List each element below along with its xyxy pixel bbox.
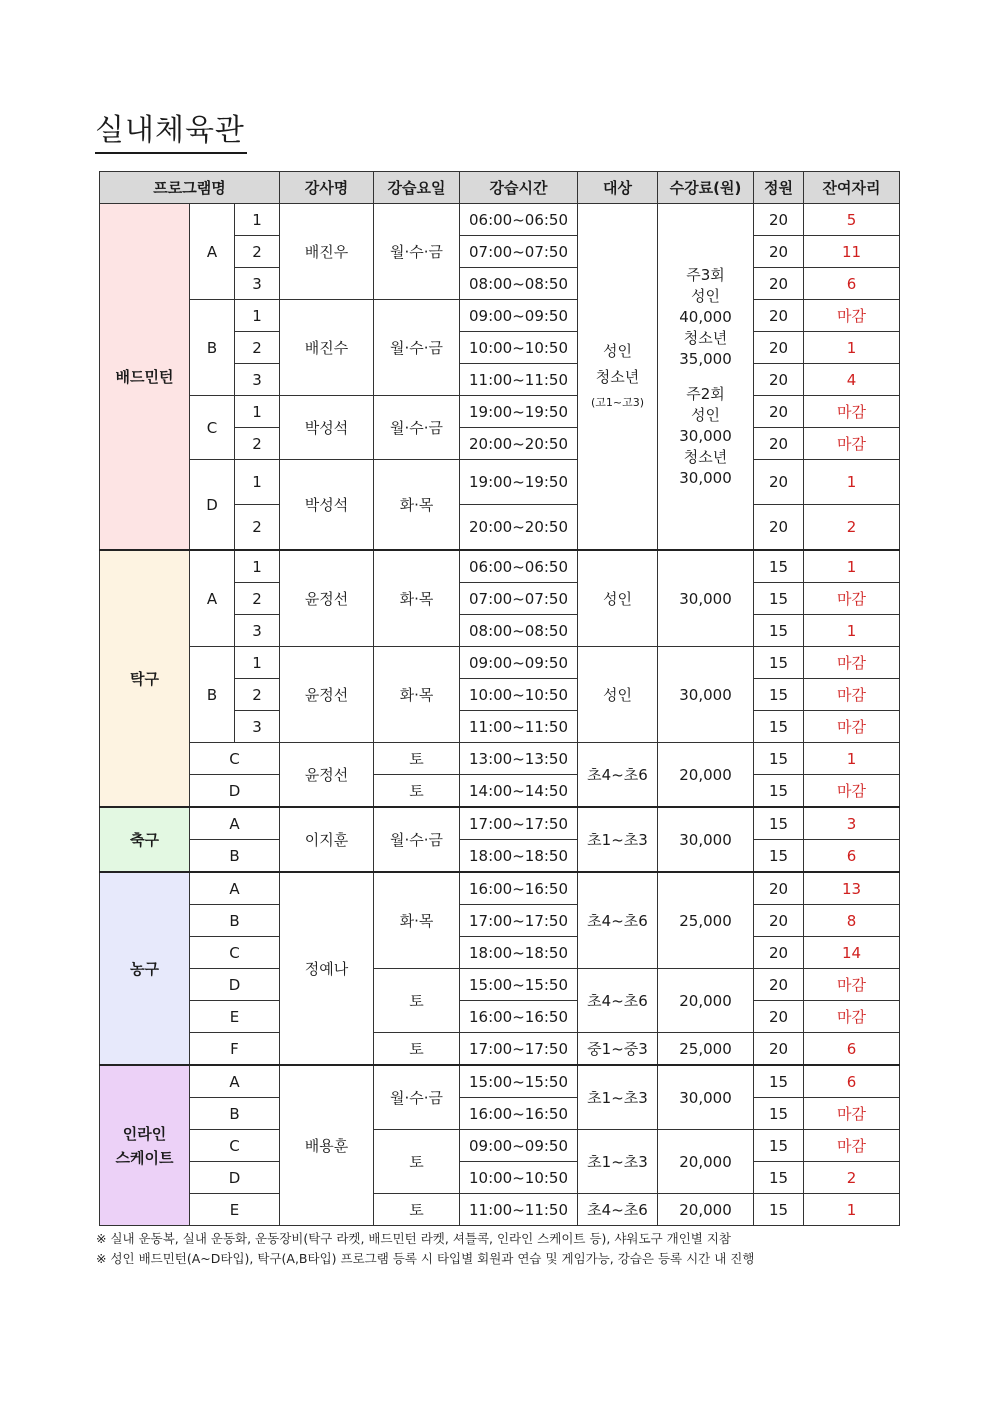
remaining: 3 <box>804 807 900 840</box>
time: 17:00~17:50 <box>460 905 578 937</box>
group-letter: C <box>190 937 280 969</box>
target: 초1~초3 <box>578 1065 658 1130</box>
capacity: 20 <box>754 937 804 969</box>
remaining: 4 <box>804 364 900 396</box>
class-no: 2 <box>235 332 280 364</box>
time: 09:00~09:50 <box>460 300 578 332</box>
capacity: 20 <box>754 332 804 364</box>
class-no: 2 <box>235 428 280 460</box>
remaining: 1 <box>804 743 900 775</box>
class-no: 3 <box>235 268 280 300</box>
category-inline-skate <box>100 1065 190 1226</box>
days: 월·수·금 <box>374 300 460 396</box>
schedule-table <box>99 171 900 1226</box>
remaining: 2 <box>804 1162 900 1194</box>
capacity: 15 <box>754 1194 804 1226</box>
fee-spacer <box>658 370 753 384</box>
fee-line: 성인 <box>691 405 720 424</box>
remaining: 1 <box>804 1194 900 1226</box>
capacity: 15 <box>754 647 804 679</box>
fee: 20,000 <box>658 743 754 808</box>
target: 초1~초3 <box>578 1130 658 1194</box>
fee: 20,000 <box>658 1194 754 1226</box>
time: 07:00~07:50 <box>460 583 578 615</box>
days: 토 <box>374 969 460 1033</box>
fee-line: 35,000 <box>679 349 732 368</box>
note-line: ※ 실내 운동복, 실내 운동화, 운동장비(탁구 라켓, 배드민턴 라켓, 셔틀콕, 인라인 스케이트 등), 샤워도구 개인별 지참 <box>96 1231 731 1246</box>
group-letter: E <box>190 1001 280 1033</box>
fee: 30,000 <box>658 1065 754 1130</box>
remaining: 14 <box>804 937 900 969</box>
capacity: 15 <box>754 1098 804 1130</box>
table-row <box>100 840 900 873</box>
fee-line: 성인 <box>691 286 720 305</box>
target-note: (고1~고3) <box>590 395 645 409</box>
remaining: 마감 <box>804 1098 900 1130</box>
days: 화·목 <box>374 550 460 647</box>
time: 09:00~09:50 <box>460 1130 578 1162</box>
remaining: 마감 <box>804 679 900 711</box>
capacity: 20 <box>754 1001 804 1033</box>
category-basketball: 농구 <box>100 872 190 1065</box>
instructor: 박성석 <box>280 460 374 551</box>
time: 10:00~10:50 <box>460 332 578 364</box>
instructor: 윤정선 <box>280 647 374 743</box>
table-row <box>100 1162 900 1194</box>
capacity: 15 <box>754 1065 804 1098</box>
remaining: 마감 <box>804 647 900 679</box>
table-row <box>100 743 900 775</box>
days: 토 <box>374 1033 460 1066</box>
table-row <box>100 775 900 808</box>
header-fee: 수강료(원) <box>658 172 754 204</box>
capacity: 15 <box>754 615 804 647</box>
fee-line: 주3회 <box>686 265 725 284</box>
capacity: 20 <box>754 460 804 505</box>
fee-line: 30,000 <box>679 426 732 445</box>
notes <box>96 1229 896 1269</box>
target: 중1~중3 <box>578 1033 658 1066</box>
time: 20:00~20:50 <box>460 428 578 460</box>
header-target: 대상 <box>578 172 658 204</box>
days: 화·목 <box>374 460 460 551</box>
group-letter: C <box>190 743 280 775</box>
instructor: 정예나 <box>280 872 374 1065</box>
page-title: 실내체육관 <box>95 112 247 154</box>
fee: 20,000 <box>658 969 754 1033</box>
days: 화·목 <box>374 872 460 969</box>
capacity: 20 <box>754 396 804 428</box>
time: 17:00~17:50 <box>460 1033 578 1066</box>
days: 월·수·금 <box>374 1065 460 1130</box>
capacity: 15 <box>754 840 804 873</box>
table-row <box>100 550 900 583</box>
instructor: 배용훈 <box>280 1065 374 1226</box>
header-instructor: 강사명 <box>280 172 374 204</box>
time: 20:00~20:50 <box>460 505 578 551</box>
days: 월·수·금 <box>374 396 460 460</box>
table-row <box>100 204 900 236</box>
fee: 20,000 <box>658 1130 754 1194</box>
capacity: 15 <box>754 550 804 583</box>
note-line: ※ 성인 배드민턴(A~D타입), 탁구(A,B타입) 프로그램 등록 시 타입별 회원과 연습 및 게임가능, 강습은 등록 시간 내 진행 <box>96 1251 755 1266</box>
capacity: 15 <box>754 1130 804 1162</box>
time: 17:00~17:50 <box>460 807 578 840</box>
fee: 30,000 <box>658 550 754 647</box>
class-no: 1 <box>235 300 280 332</box>
time: 10:00~10:50 <box>460 679 578 711</box>
class-no: 2 <box>235 679 280 711</box>
group-letter: A <box>190 872 280 905</box>
class-no: 3 <box>235 364 280 396</box>
class-no: 1 <box>235 647 280 679</box>
days: 월·수·금 <box>374 204 460 300</box>
time: 16:00~16:50 <box>460 1098 578 1130</box>
header-row <box>100 172 900 204</box>
remaining: 1 <box>804 332 900 364</box>
instructor: 이지훈 <box>280 807 374 872</box>
category-soccer: 축구 <box>100 807 190 872</box>
table-row <box>100 1001 900 1033</box>
remaining: 1 <box>804 615 900 647</box>
fee: 25,000 <box>658 872 754 969</box>
capacity: 15 <box>754 775 804 808</box>
target-main: 성인 <box>603 341 632 360</box>
header-remaining: 잔여자리 <box>804 172 900 204</box>
class-no: 1 <box>235 396 280 428</box>
group-letter: B <box>190 840 280 873</box>
group-letter: A <box>190 1065 280 1098</box>
group-letter: D <box>190 1162 280 1194</box>
target: 초4~초6 <box>578 1194 658 1226</box>
group-letter: D <box>190 460 235 551</box>
instructor: 윤정선 <box>280 743 374 808</box>
time: 16:00~16:50 <box>460 1001 578 1033</box>
capacity: 15 <box>754 743 804 775</box>
capacity: 15 <box>754 807 804 840</box>
capacity: 20 <box>754 236 804 268</box>
capacity: 20 <box>754 505 804 551</box>
target: 성인 <box>578 647 658 743</box>
time: 08:00~08:50 <box>460 268 578 300</box>
target: 초4~초6 <box>578 872 658 969</box>
remaining: 마감 <box>804 428 900 460</box>
class-no: 2 <box>235 583 280 615</box>
group-letter: B <box>190 905 280 937</box>
remaining: 1 <box>804 460 900 505</box>
time: 15:00~15:50 <box>460 969 578 1001</box>
category-name-line: 스케이트 <box>115 1148 174 1167</box>
days: 토 <box>374 1130 460 1194</box>
table-row <box>100 1098 900 1130</box>
instructor: 배진우 <box>280 204 374 300</box>
table-row <box>100 1194 900 1226</box>
days: 토 <box>374 775 460 808</box>
capacity: 15 <box>754 1162 804 1194</box>
time: 13:00~13:50 <box>460 743 578 775</box>
class-no: 3 <box>235 615 280 647</box>
fee <box>658 204 754 551</box>
category-name-line: 인라인 <box>122 1124 167 1143</box>
fee: 30,000 <box>658 807 754 872</box>
class-no: 2 <box>235 236 280 268</box>
time: 11:00~11:50 <box>460 364 578 396</box>
group-letter: C <box>190 396 235 460</box>
group-letter: D <box>190 775 280 808</box>
time: 10:00~10:50 <box>460 1162 578 1194</box>
table-row <box>100 969 900 1001</box>
remaining: 5 <box>804 204 900 236</box>
group-letter: A <box>190 807 280 840</box>
class-no: 1 <box>235 204 280 236</box>
remaining: 마감 <box>804 396 900 428</box>
class-no: 1 <box>235 550 280 583</box>
remaining: 마감 <box>804 775 900 808</box>
fee-line: 주2회 <box>686 384 725 403</box>
time: 19:00~19:50 <box>460 396 578 428</box>
fee: 25,000 <box>658 1033 754 1066</box>
table-row <box>100 1130 900 1162</box>
class-no: 3 <box>235 711 280 743</box>
group-letter: D <box>190 969 280 1001</box>
time: 11:00~11:50 <box>460 711 578 743</box>
capacity: 20 <box>754 364 804 396</box>
capacity: 20 <box>754 204 804 236</box>
header-program: 프로그램명 <box>100 172 280 204</box>
class-no: 1 <box>235 460 280 505</box>
group-letter: F <box>190 1033 280 1066</box>
category-badminton: 배드민턴 <box>100 204 190 551</box>
table-row <box>100 905 900 937</box>
capacity: 15 <box>754 583 804 615</box>
table-row <box>100 807 900 840</box>
fee: 30,000 <box>658 647 754 743</box>
fee-line: 30,000 <box>679 468 732 487</box>
header-capacity: 정원 <box>754 172 804 204</box>
remaining: 13 <box>804 872 900 905</box>
time: 16:00~16:50 <box>460 872 578 905</box>
instructor: 박성석 <box>280 396 374 460</box>
days: 월·수·금 <box>374 807 460 872</box>
time: 15:00~15:50 <box>460 1065 578 1098</box>
category-table-tennis: 탁구 <box>100 550 190 807</box>
remaining: 6 <box>804 1065 900 1098</box>
capacity: 20 <box>754 268 804 300</box>
time: 14:00~14:50 <box>460 775 578 808</box>
group-letter: C <box>190 1130 280 1162</box>
table-row <box>100 460 900 505</box>
remaining: 2 <box>804 505 900 551</box>
fee-line: 40,000 <box>679 307 732 326</box>
remaining: 마감 <box>804 969 900 1001</box>
group-letter: A <box>190 550 235 647</box>
days: 토 <box>374 1194 460 1226</box>
capacity: 20 <box>754 428 804 460</box>
instructor: 배진수 <box>280 300 374 396</box>
remaining: 6 <box>804 840 900 873</box>
capacity: 20 <box>754 1033 804 1066</box>
header-time: 강습시간 <box>460 172 578 204</box>
table-row <box>100 937 900 969</box>
time: 18:00~18:50 <box>460 937 578 969</box>
remaining: 마감 <box>804 1001 900 1033</box>
target: 성인 <box>578 550 658 647</box>
capacity: 20 <box>754 872 804 905</box>
target <box>578 204 658 551</box>
time: 06:00~06:50 <box>460 204 578 236</box>
target-sub: 청소년 <box>595 367 640 386</box>
remaining: 6 <box>804 1033 900 1066</box>
days: 화·목 <box>374 647 460 743</box>
time: 18:00~18:50 <box>460 840 578 873</box>
capacity: 20 <box>754 300 804 332</box>
group-letter: B <box>190 1098 280 1130</box>
time: 09:00~09:50 <box>460 647 578 679</box>
class-no: 2 <box>235 505 280 551</box>
remaining: 마감 <box>804 583 900 615</box>
table-row <box>100 396 900 428</box>
remaining: 8 <box>804 905 900 937</box>
table-row <box>100 1065 900 1098</box>
group-letter: B <box>190 647 235 743</box>
remaining: 마감 <box>804 1130 900 1162</box>
capacity: 20 <box>754 905 804 937</box>
days: 토 <box>374 743 460 775</box>
fee-line: 청소년 <box>683 328 728 347</box>
target: 초1~초3 <box>578 807 658 872</box>
remaining: 마감 <box>804 711 900 743</box>
fee-line: 청소년 <box>683 447 728 466</box>
target: 초4~초6 <box>578 969 658 1033</box>
capacity: 20 <box>754 969 804 1001</box>
group-letter: E <box>190 1194 280 1226</box>
remaining: 11 <box>804 236 900 268</box>
remaining: 마감 <box>804 300 900 332</box>
header-days: 강습요일 <box>374 172 460 204</box>
capacity: 15 <box>754 679 804 711</box>
instructor: 윤정선 <box>280 550 374 647</box>
table-row <box>100 872 900 905</box>
capacity: 15 <box>754 711 804 743</box>
time: 06:00~06:50 <box>460 550 578 583</box>
table-row <box>100 647 900 679</box>
table-row <box>100 300 900 332</box>
group-letter: B <box>190 300 235 396</box>
group-letter: A <box>190 204 235 300</box>
table-row <box>100 1033 900 1066</box>
target: 초4~초6 <box>578 743 658 808</box>
time: 08:00~08:50 <box>460 615 578 647</box>
time: 07:00~07:50 <box>460 236 578 268</box>
time: 11:00~11:50 <box>460 1194 578 1226</box>
remaining: 6 <box>804 268 900 300</box>
remaining: 1 <box>804 550 900 583</box>
time: 19:00~19:50 <box>460 460 578 505</box>
